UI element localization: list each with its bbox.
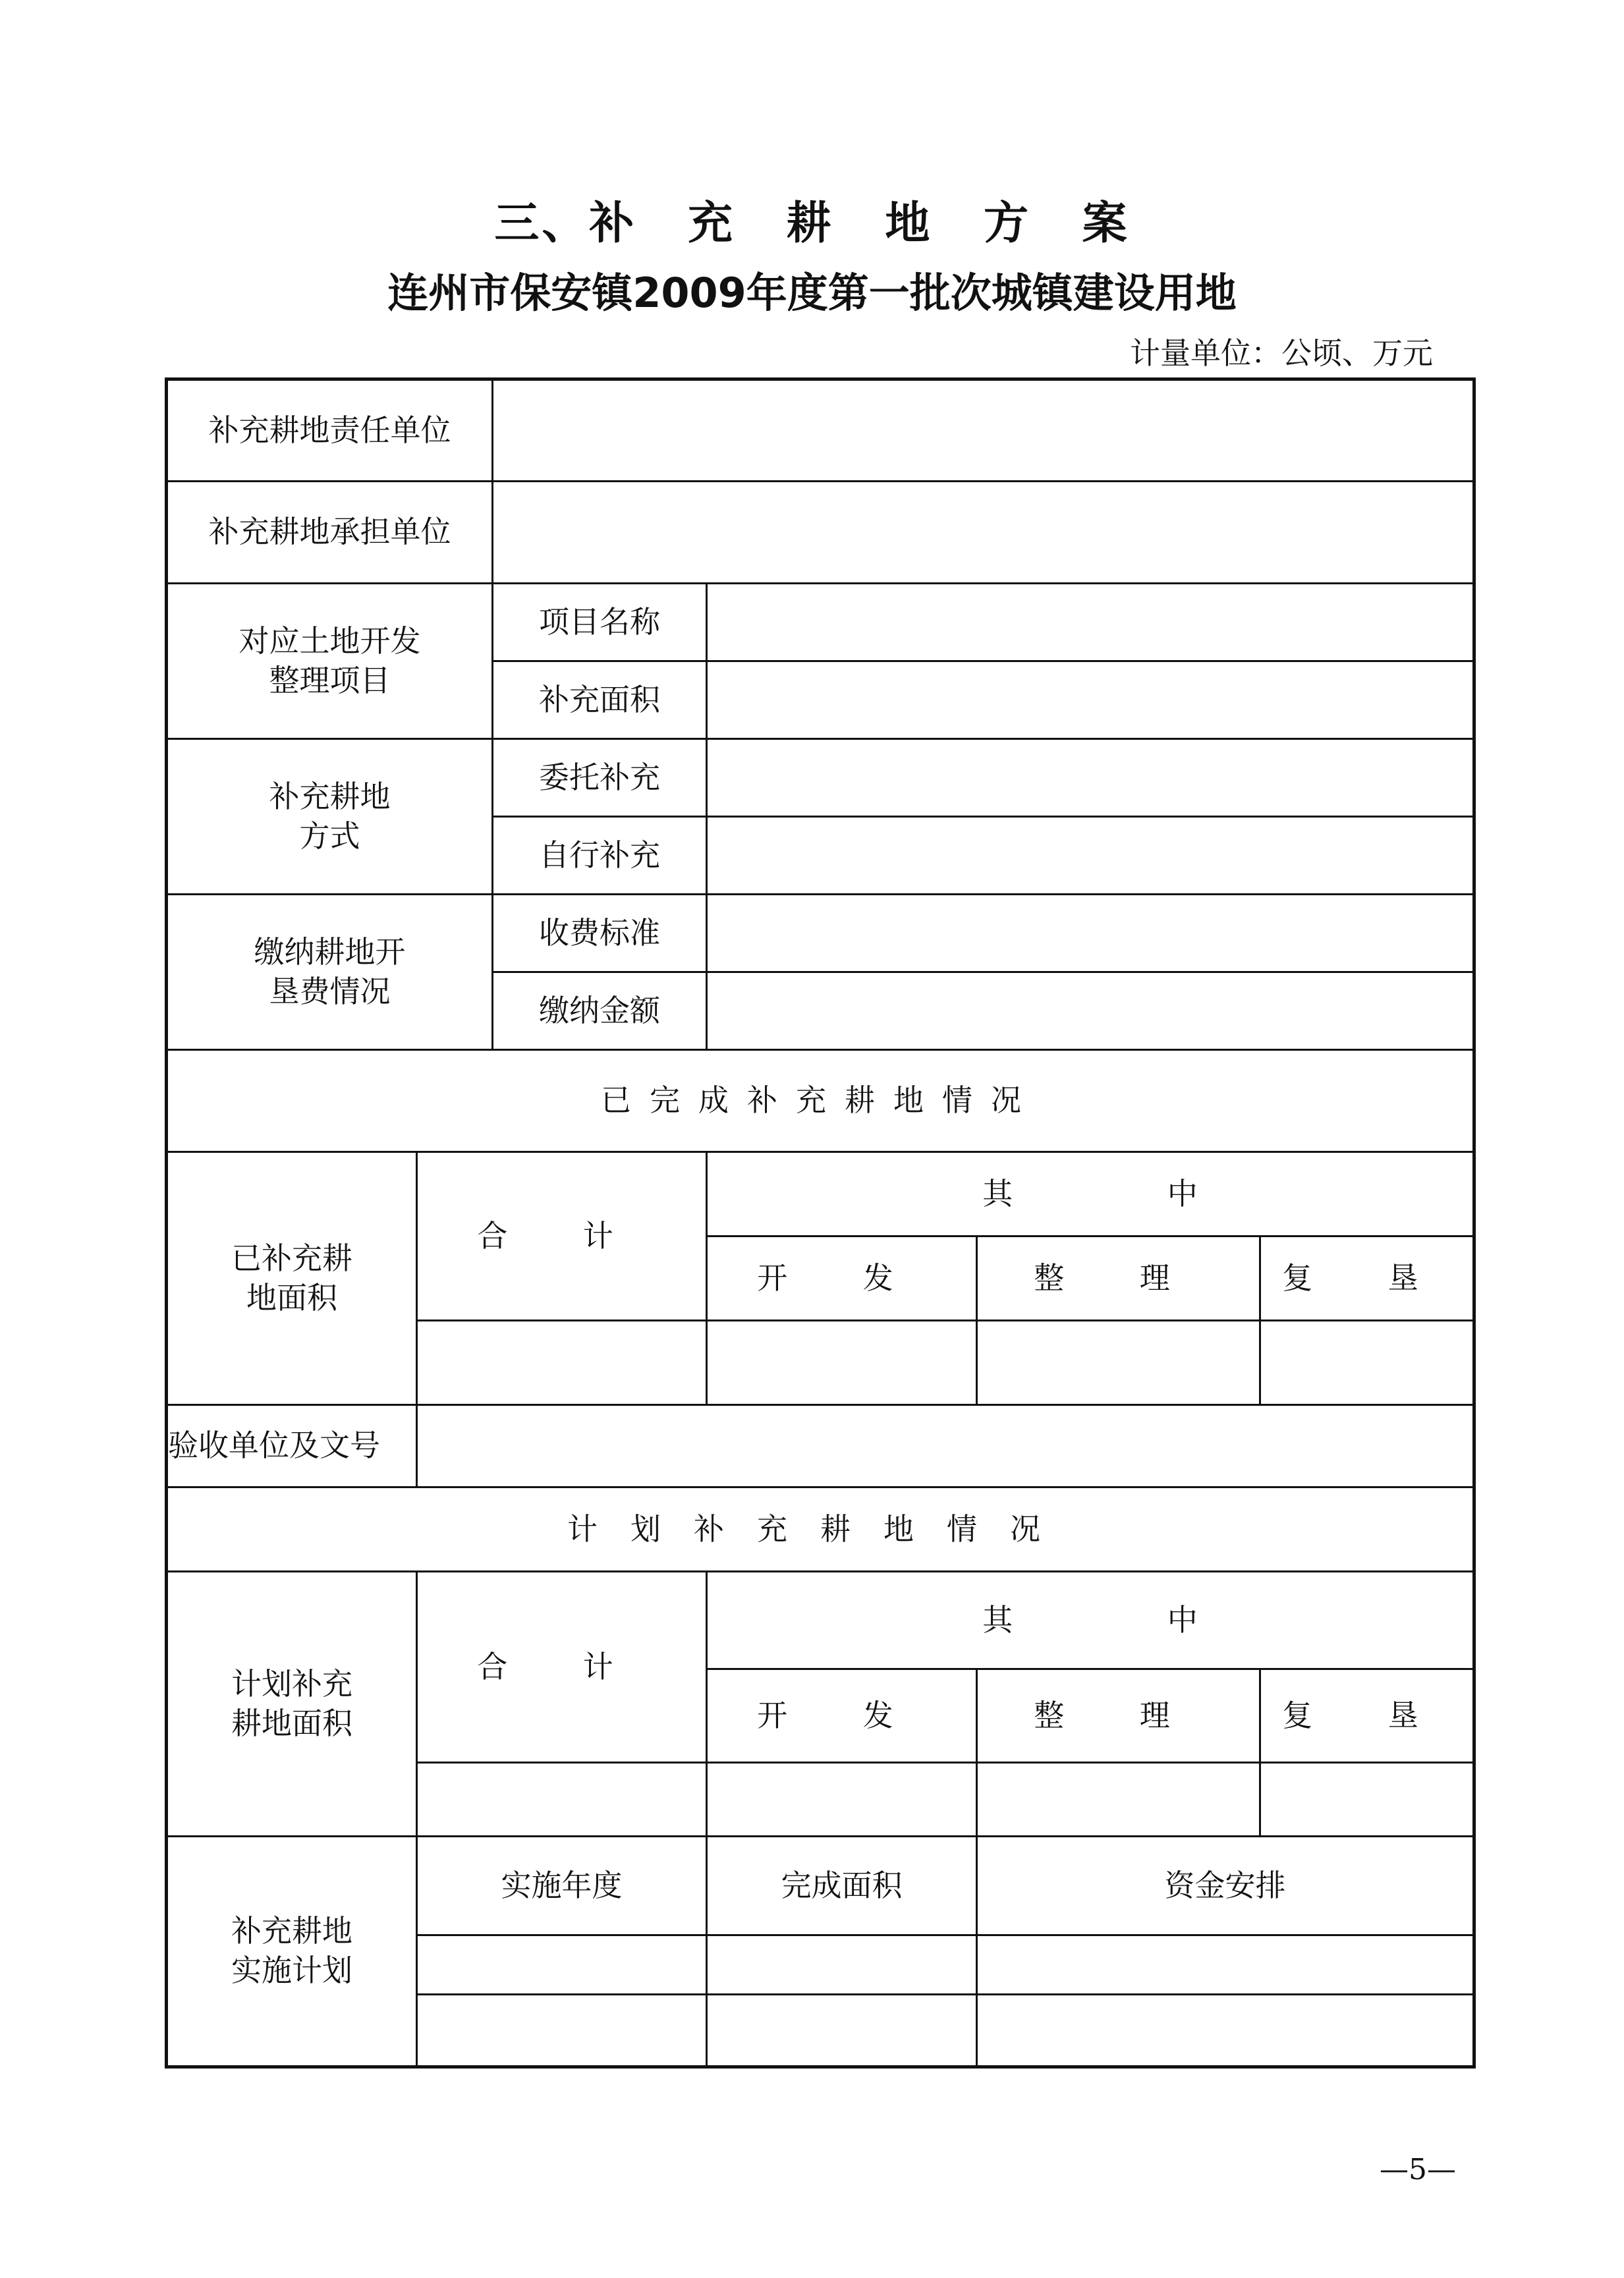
resp-unit-value[interactable]	[493, 379, 1474, 482]
impl-year-header: 实施年度	[417, 1837, 707, 1935]
method-group-text: 补充耕地方式	[269, 778, 391, 854]
planned-among-label: 其 中	[707, 1572, 1474, 1669]
planned-heading: 计划补充耕地情况	[167, 1487, 1474, 1572]
planned-arrange-label: 整 理	[977, 1669, 1260, 1763]
impl-area-value-2[interactable]	[707, 1995, 977, 2067]
impl-area-value-1[interactable]	[707, 1935, 977, 1995]
planned-develop-label: 开 发	[707, 1669, 977, 1763]
page-number: —5—	[1380, 2153, 1456, 2186]
completed-total-value[interactable]	[417, 1321, 707, 1405]
page-title: 三、补 充 耕 地 方 案	[494, 198, 1130, 250]
completed-area-label	[167, 1152, 417, 1405]
acceptance-label: 验收单位及文号	[167, 1405, 417, 1487]
completed-reclaim-value[interactable]	[1260, 1321, 1474, 1405]
planned-arrange-value[interactable]	[977, 1763, 1260, 1837]
completed-among-label: 其 中	[707, 1152, 1474, 1236]
impl-fund-value-2[interactable]	[977, 1995, 1474, 2067]
planned-total-value[interactable]	[417, 1763, 707, 1837]
fee-amount-label: 缴纳金额	[493, 972, 707, 1050]
measurement-unit: 计量单位：公顷、万元	[1130, 335, 1433, 371]
bear-unit-value[interactable]	[493, 482, 1474, 584]
completed-develop-label: 开 发	[707, 1236, 977, 1321]
resp-unit-label: 补充耕地责任单位	[167, 379, 493, 482]
completed-arrange-value[interactable]	[977, 1321, 1260, 1405]
page-subtitle: 连州市保安镇2009年度第一批次城镇建设用地	[387, 269, 1237, 317]
impl-year-value-2[interactable]	[417, 1995, 707, 2067]
planned-area-label	[167, 1572, 417, 1837]
acceptance-value[interactable]	[417, 1405, 1474, 1487]
completed-heading: 已完成补充耕地情况	[167, 1050, 1474, 1152]
self-value[interactable]	[707, 817, 1474, 895]
supp-area-value[interactable]	[707, 661, 1474, 739]
fee-group-label	[167, 895, 493, 1050]
impl-year-value-1[interactable]	[417, 1935, 707, 1995]
project-name-label: 项目名称	[493, 584, 707, 661]
entrusted-label: 委托补充	[493, 739, 707, 817]
bear-unit-label: 补充耕地承担单位	[167, 482, 493, 584]
fee-std-value[interactable]	[707, 895, 1474, 972]
completed-area-text: 已补充耕地面积	[231, 1240, 352, 1316]
completed-reclaim-label: 复 垦	[1260, 1236, 1474, 1321]
project-name-value[interactable]	[707, 584, 1474, 661]
fee-amount-value[interactable]	[707, 972, 1474, 1050]
self-label: 自行补充	[493, 817, 707, 895]
impl-fund-value-1[interactable]	[977, 1935, 1474, 1995]
completed-arrange-label: 整 理	[977, 1236, 1260, 1321]
implementation-text: 补充耕地实施计划	[231, 1913, 352, 1988]
fee-group-text: 缴纳耕地开垦费情况	[254, 933, 406, 1009]
impl-area-header: 完成面积	[707, 1837, 977, 1935]
supplementary-farmland-table	[165, 377, 1476, 2069]
planned-develop-value[interactable]	[707, 1763, 977, 1837]
supp-area-label: 补充面积	[493, 661, 707, 739]
entrusted-value[interactable]	[707, 739, 1474, 817]
planned-total-label: 合 计	[417, 1572, 707, 1763]
implementation-label	[167, 1837, 417, 2067]
method-group-label	[167, 739, 493, 895]
planned-reclaim-label: 复 垦	[1260, 1669, 1474, 1763]
planned-reclaim-value[interactable]	[1260, 1763, 1474, 1837]
impl-fund-header: 资金安排	[977, 1837, 1474, 1935]
completed-total-label: 合 计	[417, 1152, 707, 1321]
project-group-text: 对应土地开发整理项目	[238, 623, 421, 698]
project-group-label	[167, 584, 493, 739]
fee-std-label: 收费标准	[493, 895, 707, 972]
completed-develop-value[interactable]	[707, 1321, 977, 1405]
planned-area-text: 计划补充耕地面积	[231, 1665, 352, 1741]
